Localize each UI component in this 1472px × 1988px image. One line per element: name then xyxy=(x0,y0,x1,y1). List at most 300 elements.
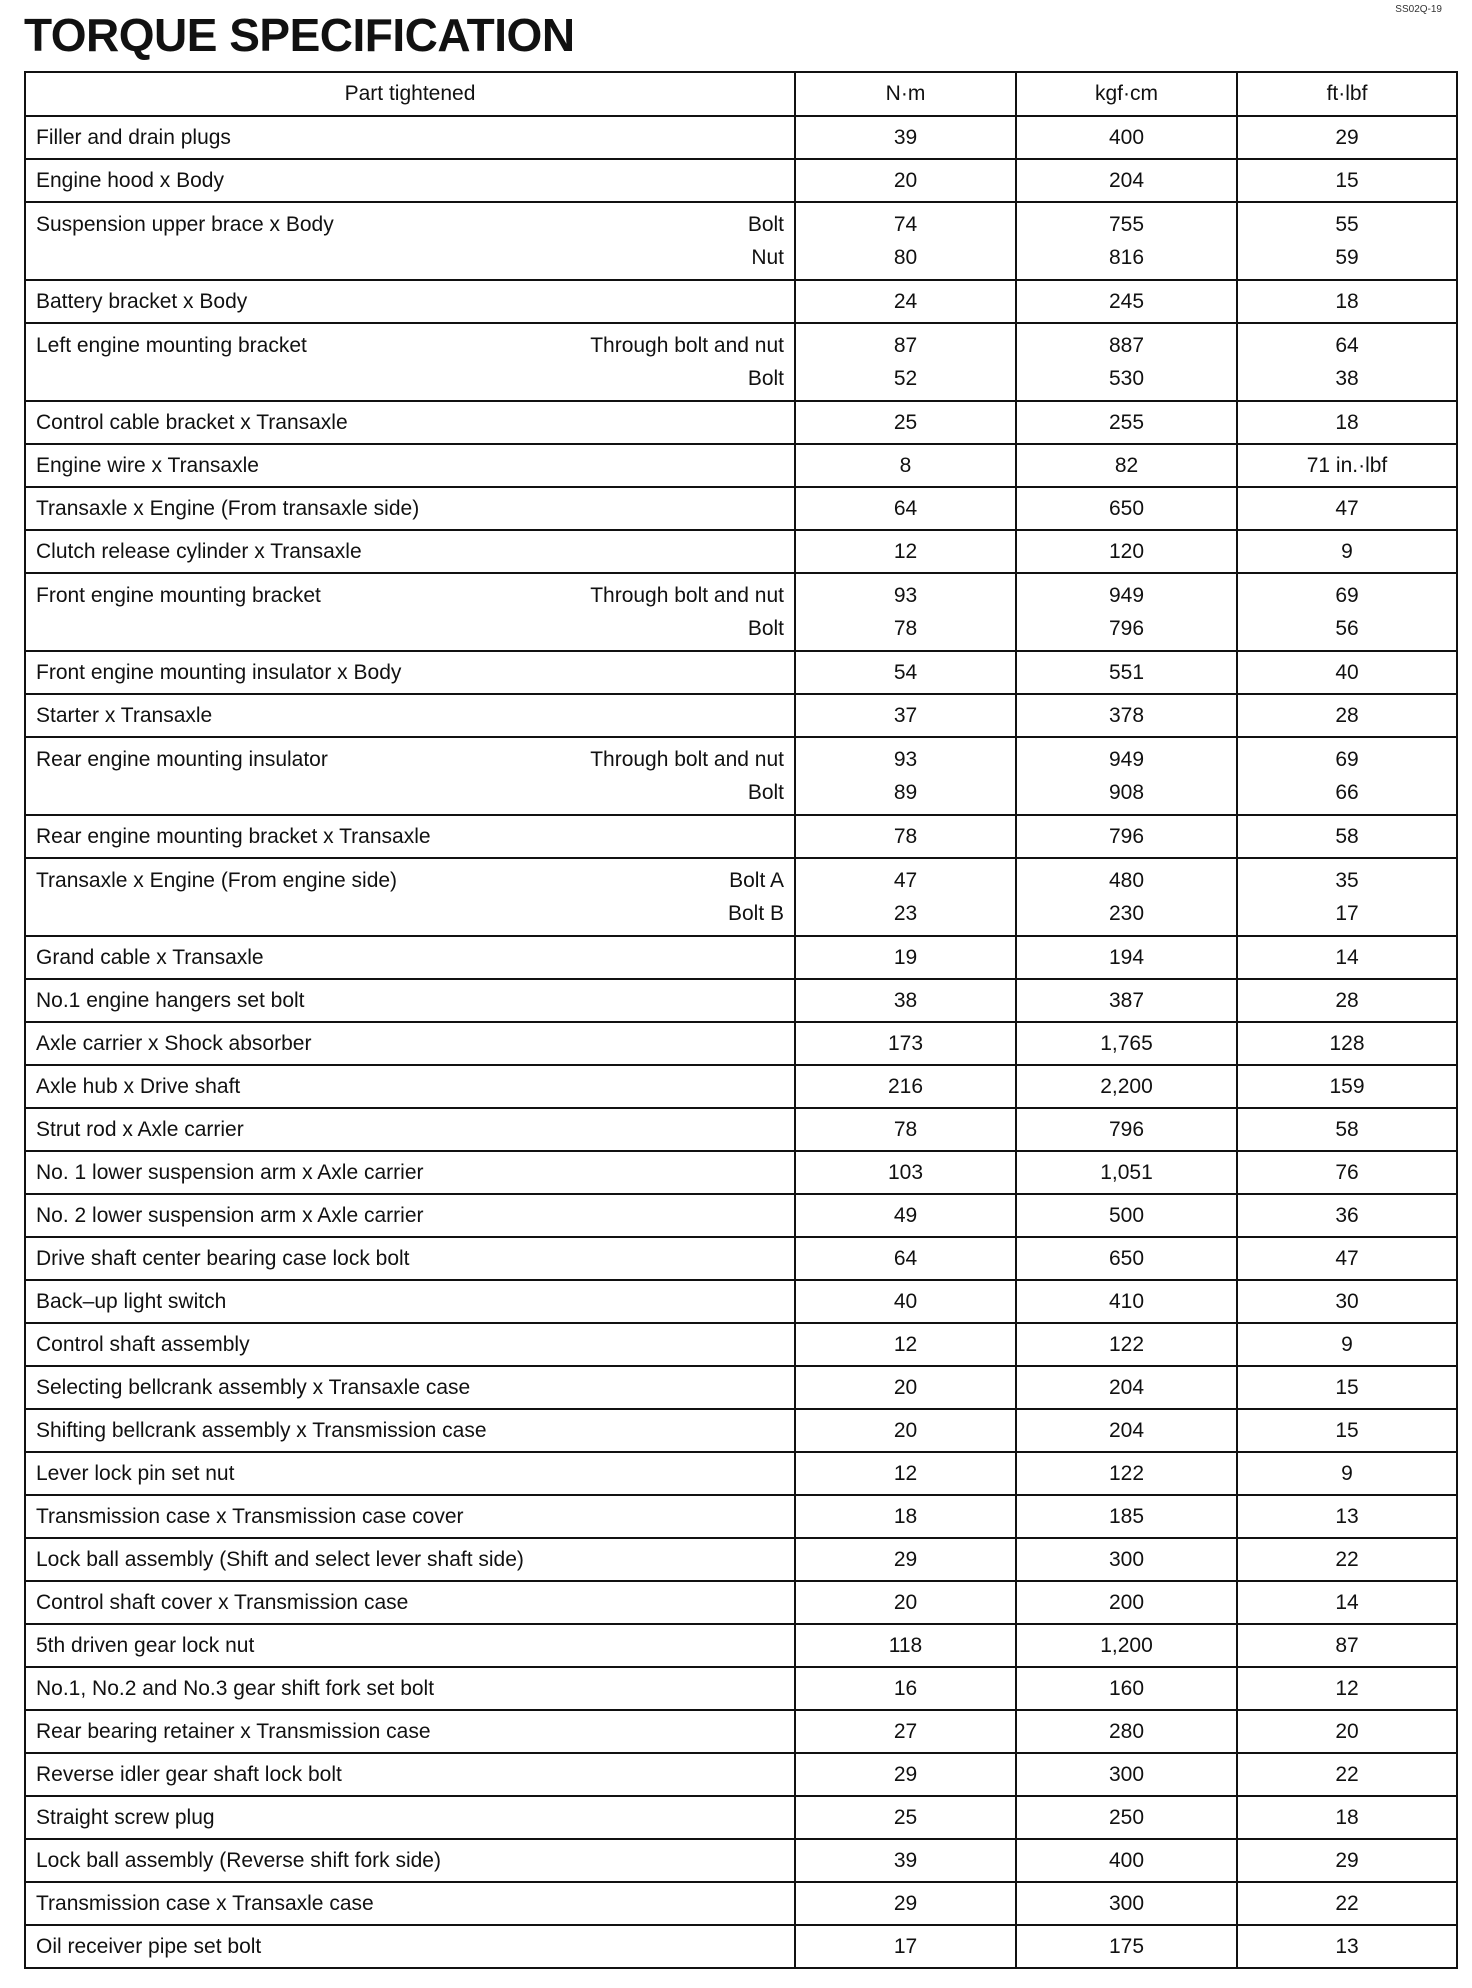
table-row xyxy=(25,1667,1457,1710)
table-row xyxy=(25,116,1457,159)
kgf-cm-value: 796 xyxy=(1108,617,1145,640)
kgf-cm-value-cell: 500 xyxy=(1016,1194,1237,1237)
part-cell xyxy=(25,1839,795,1882)
ft-lbf-value-stack xyxy=(1238,329,1456,395)
table-row xyxy=(25,1796,1457,1839)
ft-lbf-value: 64 xyxy=(1335,334,1359,357)
kgf-cm-value-cell xyxy=(1016,858,1237,936)
part-name: Drive shaft center bearing case lock bolt xyxy=(36,1247,410,1270)
ft-lbf-value-cell: 76 xyxy=(1237,1151,1457,1194)
part-cell xyxy=(25,1151,795,1194)
ft-lbf-value-cell: 9 xyxy=(1237,530,1457,573)
part-name: Selecting bellcrank assembly x Transaxle case xyxy=(36,1376,471,1399)
fastener-labels xyxy=(590,329,784,395)
part-cell xyxy=(25,1581,795,1624)
nm-value-cell: 8 xyxy=(795,444,1016,487)
part-name: Suspension upper brace x Body xyxy=(36,213,334,236)
ft-lbf-value-stack xyxy=(1238,208,1456,274)
nm-value-cell: 78 xyxy=(795,1108,1016,1151)
ft-lbf-value: 38 xyxy=(1335,367,1359,390)
part-cell xyxy=(25,1065,795,1108)
part-cell xyxy=(25,1108,795,1151)
table-row xyxy=(25,1925,1457,1968)
ft-lbf-value-cell: 12 xyxy=(1237,1667,1457,1710)
kgf-cm-value-cell: 280 xyxy=(1016,1710,1237,1753)
table-row xyxy=(25,1237,1457,1280)
part-cell xyxy=(25,1452,795,1495)
ft-lbf-value-cell: 40 xyxy=(1237,651,1457,694)
part-name: Engine hood x Body xyxy=(36,169,224,192)
nm-value-cell: 64 xyxy=(795,487,1016,530)
ft-lbf-value-cell: 71 in.·lbf xyxy=(1237,444,1457,487)
nm-value-cell: 54 xyxy=(795,651,1016,694)
ft-lbf-value-cell: 29 xyxy=(1237,116,1457,159)
torque-table xyxy=(24,71,1458,1969)
part-cell xyxy=(25,1366,795,1409)
part-cell xyxy=(25,159,795,202)
part-cell xyxy=(25,1280,795,1323)
header-part-tightened: Part tightened xyxy=(25,72,795,116)
ft-lbf-value-cell: 22 xyxy=(1237,1882,1457,1925)
kgf-cm-value-cell: 1,200 xyxy=(1016,1624,1237,1667)
part-cell xyxy=(25,858,795,936)
nm-value-cell: 17 xyxy=(795,1925,1016,1968)
ft-lbf-value-cell: 159 xyxy=(1237,1065,1457,1108)
part-cell xyxy=(25,1022,795,1065)
part-name: Filler and drain plugs xyxy=(36,126,231,149)
nm-value: 74 xyxy=(893,213,918,236)
part-name: 5th driven gear lock nut xyxy=(36,1634,255,1657)
part-cell xyxy=(25,1237,795,1280)
table-row xyxy=(25,1323,1457,1366)
part-cell xyxy=(25,202,795,280)
part-name: No. 2 lower suspension arm x Axle carrier xyxy=(36,1204,424,1227)
nm-value-cell: 40 xyxy=(795,1280,1016,1323)
kgf-cm-value-cell: 650 xyxy=(1016,487,1237,530)
part-name: Rear engine mounting insulator xyxy=(36,748,328,771)
part-cell xyxy=(25,1925,795,1968)
ft-lbf-value-cell: 36 xyxy=(1237,1194,1457,1237)
fastener-labels xyxy=(728,864,784,930)
part-cell xyxy=(25,1323,795,1366)
nm-value-cell: 12 xyxy=(795,1323,1016,1366)
kgf-cm-value-cell: 796 xyxy=(1016,1108,1237,1151)
part-cell xyxy=(25,737,795,815)
part-cell xyxy=(25,487,795,530)
part-cell-content xyxy=(36,121,784,154)
part-name: Grand cable x Transaxle xyxy=(36,946,264,969)
fastener-label: Bolt xyxy=(747,617,784,640)
part-cell-content xyxy=(36,743,784,809)
part-cell xyxy=(25,815,795,858)
kgf-cm-value-cell: 2,200 xyxy=(1016,1065,1237,1108)
nm-value-cell: 12 xyxy=(795,530,1016,573)
nm-value-cell: 20 xyxy=(795,1581,1016,1624)
kgf-cm-value-cell: 120 xyxy=(1016,530,1237,573)
table-row xyxy=(25,1495,1457,1538)
part-cell xyxy=(25,651,795,694)
nm-value: 93 xyxy=(893,584,918,607)
kgf-cm-value-cell: 300 xyxy=(1016,1753,1237,1796)
part-cell xyxy=(25,1538,795,1581)
ft-lbf-value-cell: 18 xyxy=(1237,280,1457,323)
ft-lbf-value: 56 xyxy=(1335,617,1359,640)
part-name: Rear bearing retainer x Transmission case xyxy=(36,1720,431,1743)
table-row xyxy=(25,280,1457,323)
part-cell-content xyxy=(36,1801,784,1834)
table-header-row xyxy=(25,72,1457,116)
nm-value: 47 xyxy=(893,869,918,892)
ft-lbf-value-cell xyxy=(1237,858,1457,936)
kgf-cm-value-cell: 300 xyxy=(1016,1882,1237,1925)
ft-lbf-value-cell: 14 xyxy=(1237,1581,1457,1624)
ft-lbf-value-cell xyxy=(1237,202,1457,280)
nm-value-cell xyxy=(795,858,1016,936)
table-row xyxy=(25,1624,1457,1667)
part-cell xyxy=(25,1409,795,1452)
kgf-cm-value-cell: 1,765 xyxy=(1016,1022,1237,1065)
table-body xyxy=(25,116,1457,1968)
kgf-cm-value-stack xyxy=(1017,579,1236,645)
table-row xyxy=(25,858,1457,936)
ft-lbf-value-cell: 30 xyxy=(1237,1280,1457,1323)
kgf-cm-value-stack xyxy=(1017,329,1236,395)
part-name: No. 1 lower suspension arm x Axle carrier xyxy=(36,1161,424,1184)
kgf-cm-value-cell: 410 xyxy=(1016,1280,1237,1323)
part-cell xyxy=(25,694,795,737)
table-row xyxy=(25,159,1457,202)
kgf-cm-value: 816 xyxy=(1108,246,1145,269)
nm-value-cell: 16 xyxy=(795,1667,1016,1710)
nm-value-cell xyxy=(795,202,1016,280)
ft-lbf-value: 55 xyxy=(1335,213,1359,236)
table-row xyxy=(25,401,1457,444)
ft-lbf-value: 17 xyxy=(1335,902,1359,925)
table-row xyxy=(25,694,1457,737)
table-row xyxy=(25,487,1457,530)
part-cell-content xyxy=(36,449,784,482)
part-cell-content xyxy=(36,1070,784,1103)
kgf-cm-value: 755 xyxy=(1108,213,1145,236)
ft-lbf-value-cell: 14 xyxy=(1237,936,1457,979)
ft-lbf-value-cell: 15 xyxy=(1237,1409,1457,1452)
table-row xyxy=(25,202,1457,280)
kgf-cm-value-cell: 204 xyxy=(1016,159,1237,202)
ft-lbf-value-cell: 28 xyxy=(1237,694,1457,737)
table-row xyxy=(25,1065,1457,1108)
nm-value-cell: 19 xyxy=(795,936,1016,979)
part-name: Left engine mounting bracket xyxy=(36,334,307,357)
kgf-cm-value: 480 xyxy=(1108,869,1145,892)
kgf-cm-value-stack xyxy=(1017,743,1236,809)
kgf-cm-value-cell: 122 xyxy=(1016,1323,1237,1366)
part-name: Transaxle x Engine (From transaxle side) xyxy=(36,497,420,520)
part-cell-content xyxy=(36,1285,784,1318)
ft-lbf-value-cell xyxy=(1237,573,1457,651)
part-name: Engine wire x Transaxle xyxy=(36,454,259,477)
nm-value: 23 xyxy=(893,902,918,925)
part-cell-content xyxy=(36,941,784,974)
part-name: Transaxle x Engine (From engine side) xyxy=(36,869,398,892)
fastener-label: Bolt A xyxy=(729,869,784,892)
ft-lbf-value-cell: 28 xyxy=(1237,979,1457,1022)
ft-lbf-value-cell: 29 xyxy=(1237,1839,1457,1882)
nm-value-cell: 20 xyxy=(795,1366,1016,1409)
part-cell xyxy=(25,979,795,1022)
table-row xyxy=(25,1581,1457,1624)
kgf-cm-value-cell: 400 xyxy=(1016,116,1237,159)
table-row xyxy=(25,1452,1457,1495)
nm-value-cell: 39 xyxy=(795,1839,1016,1882)
kgf-cm-value-cell: 387 xyxy=(1016,979,1237,1022)
part-name: Shifting bellcrank assembly x Transmission case xyxy=(36,1419,487,1442)
nm-value-cell: 64 xyxy=(795,1237,1016,1280)
table-row xyxy=(25,815,1457,858)
part-cell xyxy=(25,280,795,323)
ft-lbf-value-cell: 22 xyxy=(1237,1538,1457,1581)
part-name: Lever lock pin set nut xyxy=(36,1462,235,1485)
table-row xyxy=(25,1839,1457,1882)
kgf-cm-value-cell xyxy=(1016,323,1237,401)
nm-value-cell: 216 xyxy=(795,1065,1016,1108)
part-cell xyxy=(25,1495,795,1538)
part-cell-content xyxy=(36,285,784,318)
ft-lbf-value-cell: 22 xyxy=(1237,1753,1457,1796)
nm-value-cell xyxy=(795,573,1016,651)
part-cell-content xyxy=(36,1672,784,1705)
ft-lbf-value-cell: 20 xyxy=(1237,1710,1457,1753)
ft-lbf-value: 69 xyxy=(1335,748,1359,771)
kgf-cm-value-cell: 204 xyxy=(1016,1366,1237,1409)
kgf-cm-value-cell: 400 xyxy=(1016,1839,1237,1882)
document-code: SS02Q-19 xyxy=(1395,4,1442,15)
fastener-label: Nut xyxy=(751,246,784,269)
part-cell xyxy=(25,401,795,444)
ft-lbf-value: 66 xyxy=(1335,781,1359,804)
nm-value-cell: 103 xyxy=(795,1151,1016,1194)
part-name: Battery bracket x Body xyxy=(36,290,248,313)
part-name: Front engine mounting bracket xyxy=(36,584,321,607)
part-cell-content xyxy=(36,1242,784,1275)
part-cell-content xyxy=(36,1199,784,1232)
ft-lbf-value-stack xyxy=(1238,864,1456,930)
nm-value: 93 xyxy=(893,748,918,771)
kgf-cm-value-cell xyxy=(1016,202,1237,280)
table-row xyxy=(25,1366,1457,1409)
ft-lbf-value: 69 xyxy=(1335,584,1359,607)
ft-lbf-value-cell: 47 xyxy=(1237,487,1457,530)
kgf-cm-value-cell: 160 xyxy=(1016,1667,1237,1710)
fastener-label: Bolt B xyxy=(727,902,784,925)
part-name: Transmission case x Transmission case cover xyxy=(36,1505,464,1528)
table-row xyxy=(25,1022,1457,1065)
kgf-cm-value-cell: 796 xyxy=(1016,815,1237,858)
part-cell-content xyxy=(36,1844,784,1877)
part-cell-content xyxy=(36,1027,784,1060)
kgf-cm-value-cell: 175 xyxy=(1016,1925,1237,1968)
part-name: Lock ball assembly (Reverse shift fork side) xyxy=(36,1849,441,1872)
table-row xyxy=(25,936,1457,979)
table-row xyxy=(25,737,1457,815)
table-row xyxy=(25,1882,1457,1925)
nm-value-cell: 29 xyxy=(795,1753,1016,1796)
table-row xyxy=(25,1280,1457,1323)
part-cell xyxy=(25,530,795,573)
kgf-cm-value: 949 xyxy=(1108,584,1145,607)
nm-value-cell: 39 xyxy=(795,116,1016,159)
part-cell-content xyxy=(36,1715,784,1748)
part-cell-content xyxy=(36,820,784,853)
header-ft-lbf: ft·lbf xyxy=(1237,72,1457,116)
kgf-cm-value-cell: 255 xyxy=(1016,401,1237,444)
kgf-cm-value-stack xyxy=(1017,864,1236,930)
part-cell-content xyxy=(36,1156,784,1189)
nm-value: 52 xyxy=(893,367,918,390)
part-cell-content xyxy=(36,984,784,1017)
fastener-label: Bolt xyxy=(747,367,784,390)
part-name: No.1, No.2 and No.3 gear shift fork set bolt xyxy=(36,1677,435,1700)
part-cell xyxy=(25,1624,795,1667)
fastener-labels xyxy=(590,579,784,645)
kgf-cm-value-cell xyxy=(1016,573,1237,651)
part-cell xyxy=(25,936,795,979)
kgf-cm-value-cell xyxy=(1016,737,1237,815)
table-row xyxy=(25,1194,1457,1237)
part-cell xyxy=(25,1667,795,1710)
part-cell xyxy=(25,1194,795,1237)
part-cell-content xyxy=(36,1887,784,1920)
fastener-label: Through bolt and nut xyxy=(590,748,784,771)
page-title: TORQUE SPECIFICATION xyxy=(24,9,575,61)
nm-value-cell xyxy=(795,737,1016,815)
nm-value-stack xyxy=(796,743,1015,809)
nm-value-cell xyxy=(795,323,1016,401)
nm-value-cell: 25 xyxy=(795,1796,1016,1839)
part-cell-content xyxy=(36,1930,784,1963)
part-cell-content xyxy=(36,406,784,439)
table-row xyxy=(25,444,1457,487)
table-row xyxy=(25,1538,1457,1581)
fastener-label: Through bolt and nut xyxy=(590,334,784,357)
fastener-label: Through bolt and nut xyxy=(590,584,784,607)
part-cell-content xyxy=(36,1500,784,1533)
kgf-cm-value-cell: 204 xyxy=(1016,1409,1237,1452)
nm-value-stack xyxy=(796,864,1015,930)
part-cell-content xyxy=(36,1758,784,1791)
part-cell xyxy=(25,1710,795,1753)
nm-value-cell: 27 xyxy=(795,1710,1016,1753)
part-cell-content xyxy=(36,1457,784,1490)
fastener-label: Bolt xyxy=(747,213,784,236)
nm-value-cell: 173 xyxy=(795,1022,1016,1065)
part-cell-content xyxy=(36,1371,784,1404)
fastener-label: Bolt xyxy=(747,781,784,804)
kgf-cm-value-cell: 551 xyxy=(1016,651,1237,694)
part-cell xyxy=(25,573,795,651)
part-name: Axle hub x Drive shaft xyxy=(36,1075,241,1098)
part-cell-content xyxy=(36,1113,784,1146)
part-cell-content xyxy=(36,535,784,568)
nm-value-cell: 25 xyxy=(795,401,1016,444)
table-row xyxy=(25,1409,1457,1452)
part-cell-content xyxy=(36,164,784,197)
header-kgf-cm: kgf·cm xyxy=(1016,72,1237,116)
table-row xyxy=(25,1710,1457,1753)
header-nm: N·m xyxy=(795,72,1016,116)
part-name: No.1 engine hangers set bolt xyxy=(36,989,305,1012)
part-cell-content xyxy=(36,1328,784,1361)
nm-value-stack xyxy=(796,329,1015,395)
part-cell xyxy=(25,444,795,487)
part-name: Back–up light switch xyxy=(36,1290,227,1313)
kgf-cm-value-cell: 300 xyxy=(1016,1538,1237,1581)
part-cell xyxy=(25,323,795,401)
ft-lbf-value-cell: 18 xyxy=(1237,401,1457,444)
ft-lbf-value-cell xyxy=(1237,737,1457,815)
ft-lbf-value-cell: 13 xyxy=(1237,1925,1457,1968)
nm-value-stack xyxy=(796,208,1015,274)
part-name: Transmission case x Transaxle case xyxy=(36,1892,374,1915)
kgf-cm-value-cell: 194 xyxy=(1016,936,1237,979)
ft-lbf-value-cell: 9 xyxy=(1237,1452,1457,1495)
part-name: Rear engine mounting bracket x Transaxle xyxy=(36,825,431,848)
kgf-cm-value-cell: 200 xyxy=(1016,1581,1237,1624)
part-name: Clutch release cylinder x Transaxle xyxy=(36,540,362,563)
kgf-cm-value: 887 xyxy=(1108,334,1145,357)
nm-value: 78 xyxy=(893,617,918,640)
kgf-cm-value-cell: 650 xyxy=(1016,1237,1237,1280)
kgf-cm-value: 230 xyxy=(1108,902,1145,925)
nm-value-stack xyxy=(796,579,1015,645)
part-name: Lock ball assembly (Shift and select lever shaft side) xyxy=(36,1548,524,1571)
kgf-cm-value-cell: 250 xyxy=(1016,1796,1237,1839)
part-cell xyxy=(25,1882,795,1925)
kgf-cm-value: 949 xyxy=(1108,748,1145,771)
ft-lbf-value-cell: 58 xyxy=(1237,815,1457,858)
nm-value-cell: 18 xyxy=(795,1495,1016,1538)
kgf-cm-value-stack xyxy=(1017,208,1236,274)
table-row xyxy=(25,1108,1457,1151)
part-name: Axle carrier x Shock absorber xyxy=(36,1032,312,1055)
nm-value-cell: 20 xyxy=(795,159,1016,202)
table-row xyxy=(25,323,1457,401)
ft-lbf-value-cell: 13 xyxy=(1237,1495,1457,1538)
part-cell-content xyxy=(36,579,784,645)
part-name: Oil receiver pipe set bolt xyxy=(36,1935,262,1958)
nm-value-cell: 49 xyxy=(795,1194,1016,1237)
ft-lbf-value-cell: 58 xyxy=(1237,1108,1457,1151)
nm-value: 87 xyxy=(893,334,918,357)
part-cell-content xyxy=(36,208,784,274)
ft-lbf-value: 35 xyxy=(1335,869,1359,892)
nm-value: 80 xyxy=(893,246,918,269)
kgf-cm-value-cell: 82 xyxy=(1016,444,1237,487)
part-name: Control shaft assembly xyxy=(36,1333,250,1356)
fastener-labels xyxy=(590,743,784,809)
table-row xyxy=(25,530,1457,573)
table-row xyxy=(25,1151,1457,1194)
nm-value-cell: 37 xyxy=(795,694,1016,737)
nm-value-cell: 24 xyxy=(795,280,1016,323)
part-cell-content xyxy=(36,864,784,930)
nm-value-cell: 29 xyxy=(795,1882,1016,1925)
ft-lbf-value-cell: 128 xyxy=(1237,1022,1457,1065)
nm-value-cell: 12 xyxy=(795,1452,1016,1495)
table-row xyxy=(25,573,1457,651)
nm-value-cell: 38 xyxy=(795,979,1016,1022)
part-cell xyxy=(25,1753,795,1796)
part-cell-content xyxy=(36,329,784,395)
